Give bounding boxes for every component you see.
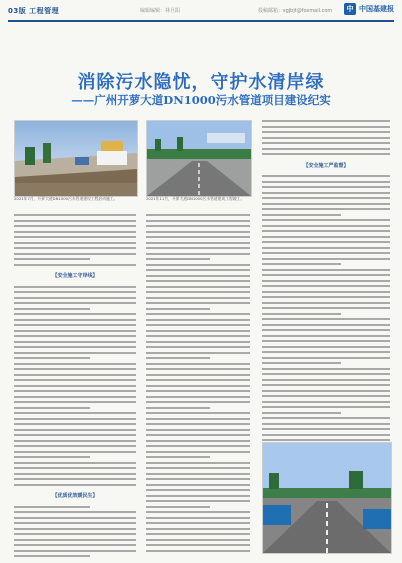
body-text-line	[146, 242, 250, 244]
body-text-line	[14, 506, 90, 508]
body-text-line	[262, 379, 390, 381]
body-text-line	[146, 335, 250, 337]
body-text-line	[14, 220, 136, 222]
body-text-line	[146, 544, 250, 546]
body-text-line	[262, 307, 390, 309]
body-text-line	[146, 330, 250, 332]
body-text-line	[262, 384, 390, 386]
body-text-line	[14, 291, 136, 293]
body-text-line	[146, 478, 250, 480]
body-text-line	[14, 247, 136, 249]
body-text-line	[262, 263, 341, 265]
body-text-line	[14, 440, 136, 442]
body-text-line	[262, 131, 390, 133]
body-text-line	[14, 258, 90, 260]
body-text-line	[146, 550, 250, 552]
body-text-line	[14, 517, 136, 519]
body-text-line	[146, 324, 250, 326]
body-text-line	[262, 296, 390, 298]
photo-after-caption: 2021年11月，开萝大道DN1000污水管道建成工程竣工。	[146, 196, 245, 201]
body-text-line	[262, 258, 390, 260]
body-text-line	[14, 555, 90, 557]
body-text-line	[146, 341, 250, 343]
body-text-line	[14, 330, 136, 332]
body-text-line	[146, 528, 250, 530]
body-text-line	[14, 418, 136, 420]
body-text-line	[14, 412, 136, 414]
body-text-line	[14, 308, 90, 310]
section-heading-supervision: 【安全施工严监督】	[303, 163, 349, 169]
body-text-line	[14, 297, 136, 299]
body-text-line	[146, 473, 250, 475]
body-text-line	[14, 286, 136, 288]
body-text-line	[262, 175, 390, 177]
body-text-line	[14, 368, 136, 370]
body-text-line	[14, 335, 136, 337]
body-text-line	[146, 423, 250, 425]
body-text-line	[146, 374, 250, 376]
body-text-line	[262, 395, 390, 397]
body-text-line	[146, 407, 210, 409]
pipeline-site-photo	[262, 442, 392, 554]
page-label: 03版 工程管理	[8, 7, 60, 15]
submission-email: 投稿邮箱：sgjbjt@foxmail.com	[258, 8, 333, 14]
body-text-line	[14, 225, 136, 227]
body-text-line	[262, 346, 390, 348]
body-text-line	[146, 500, 250, 502]
body-text-line	[262, 252, 390, 254]
body-text-line	[14, 528, 136, 530]
body-text-line	[262, 219, 390, 221]
body-text-line	[146, 368, 250, 370]
body-text-line	[262, 390, 390, 392]
body-text-line	[146, 247, 250, 249]
body-text-line	[146, 231, 250, 233]
body-text-line	[14, 484, 136, 486]
body-text-line	[146, 236, 250, 238]
body-text-line	[262, 439, 390, 441]
body-text-line	[14, 533, 136, 535]
body-text-line	[262, 142, 390, 144]
body-text-line	[146, 302, 250, 304]
body-text-line	[146, 418, 250, 420]
body-text-line	[262, 137, 390, 139]
body-text-line	[14, 231, 136, 233]
body-text-line	[262, 412, 341, 414]
body-text-line	[146, 489, 250, 491]
body-text-line	[146, 401, 250, 403]
body-text-line	[262, 428, 390, 430]
body-text-line	[146, 517, 250, 519]
body-text-line	[14, 429, 136, 431]
body-text-line	[146, 352, 250, 354]
body-text-line	[146, 385, 250, 387]
body-text-line	[146, 440, 250, 442]
article-subtitle: ——广州开萝大道DN1000污水管道项目建设纪实	[71, 93, 331, 107]
body-text-line	[146, 429, 250, 431]
body-text-line	[262, 153, 390, 155]
body-text-line	[14, 511, 136, 513]
body-text-line	[146, 533, 250, 535]
body-text-line	[262, 434, 390, 436]
body-text-line	[146, 412, 250, 414]
body-text-line	[14, 401, 136, 403]
body-text-line	[146, 291, 250, 293]
construction-photo-before	[14, 120, 138, 197]
body-text-line	[146, 280, 250, 282]
body-text-line	[14, 385, 136, 387]
body-text-line	[146, 269, 250, 271]
body-text-line	[262, 208, 390, 210]
body-text-line	[262, 340, 390, 342]
body-text-line	[262, 423, 390, 425]
body-text-line	[146, 539, 250, 541]
body-text-line	[14, 473, 136, 475]
body-text-line	[14, 214, 136, 216]
body-text-line	[262, 324, 390, 326]
body-text-line	[14, 434, 136, 436]
body-text-line	[262, 417, 390, 419]
body-text-line	[14, 253, 136, 255]
body-text-line	[146, 434, 250, 436]
body-text-line	[146, 275, 250, 277]
body-text-line	[14, 550, 136, 552]
body-text-line	[14, 407, 90, 409]
body-text-line	[146, 357, 210, 359]
body-text-line	[146, 253, 250, 255]
body-text-line	[262, 214, 341, 216]
body-text-line	[262, 357, 390, 359]
body-text-line	[146, 462, 250, 464]
body-text-line	[146, 319, 250, 321]
body-text-line	[14, 346, 136, 348]
body-text-line	[262, 318, 390, 320]
body-text-line	[262, 203, 390, 205]
body-text-line	[146, 225, 250, 227]
body-text-line	[146, 495, 250, 497]
body-text-line	[262, 247, 390, 249]
body-text-line	[14, 363, 136, 365]
body-text-line	[262, 181, 390, 183]
construction-photo-after	[146, 120, 252, 197]
body-text-line	[146, 506, 210, 508]
body-text-line	[262, 225, 390, 227]
body-text-line	[262, 230, 390, 232]
newspaper-logo	[344, 3, 394, 15]
body-text-line	[146, 484, 250, 486]
body-text-line	[262, 406, 390, 408]
section-heading-quality: 【优质优效暖民生】	[52, 493, 98, 499]
body-text-line	[14, 341, 136, 343]
photo-before-caption: 2021年7月，开萝大道DN1000污水管道建设工程启动施工。	[14, 196, 118, 201]
body-text-line	[262, 274, 390, 276]
body-text-line	[14, 423, 136, 425]
body-text-line	[262, 368, 390, 370]
body-text-line	[14, 522, 136, 524]
body-text-line	[262, 197, 390, 199]
body-text-line	[146, 456, 210, 458]
body-text-line	[262, 241, 390, 243]
body-text-line	[146, 297, 250, 299]
logo-text: 中国基建报	[359, 5, 394, 13]
body-text-line	[262, 269, 390, 271]
body-text-line	[262, 313, 341, 315]
body-text-line	[146, 451, 250, 453]
body-text-line	[262, 351, 390, 353]
body-text-line	[262, 335, 390, 337]
body-text-line	[262, 401, 390, 403]
body-text-line	[146, 214, 250, 216]
body-text-line	[146, 363, 250, 365]
body-text-line	[14, 456, 90, 458]
body-text-line	[146, 467, 250, 469]
body-text-line	[14, 357, 90, 359]
body-text-line	[14, 352, 136, 354]
editor-credit: 编辑编辑：林旦阳	[140, 8, 181, 14]
body-text-line	[262, 120, 390, 122]
body-text-line	[262, 291, 390, 293]
body-text-line	[262, 186, 390, 188]
body-text-line	[146, 264, 250, 266]
body-text-line	[14, 445, 136, 447]
body-text-line	[262, 373, 390, 375]
body-text-line	[14, 242, 136, 244]
header-rule	[8, 20, 394, 22]
body-text-line	[146, 396, 250, 398]
body-text-line	[262, 236, 390, 238]
body-text-line	[146, 258, 210, 260]
body-text-line	[146, 286, 250, 288]
body-text-line	[262, 329, 390, 331]
body-text-line	[262, 126, 390, 128]
body-text-line	[14, 478, 136, 480]
body-text-line	[262, 192, 390, 194]
body-text-line	[14, 451, 136, 453]
body-text-line	[14, 374, 136, 376]
page-header	[0, 0, 402, 22]
body-text-line	[262, 148, 390, 150]
body-text-line	[14, 390, 136, 392]
body-text-line	[14, 264, 136, 266]
body-text-line	[262, 302, 390, 304]
body-text-line	[14, 313, 136, 315]
body-text-line	[146, 313, 250, 315]
body-text-line	[14, 302, 136, 304]
body-text-line	[14, 539, 136, 541]
logo-mark-icon: 中	[344, 3, 356, 15]
body-text-line	[14, 319, 136, 321]
section-heading-safety: 【安全施工守岸线】	[52, 273, 98, 279]
body-text-line	[14, 544, 136, 546]
body-text-line	[146, 511, 250, 513]
body-text-line	[262, 285, 390, 287]
body-text-line	[14, 462, 136, 464]
body-text-line	[146, 379, 250, 381]
article-title: 消除污水隐忧，守护水清岸绿	[77, 72, 325, 93]
body-text-line	[262, 362, 341, 364]
body-text-line	[14, 236, 136, 238]
body-text-line	[146, 522, 250, 524]
body-text-line	[14, 396, 136, 398]
body-text-line	[146, 308, 210, 310]
body-text-line	[14, 467, 136, 469]
body-text-line	[146, 390, 250, 392]
body-text-line	[14, 379, 136, 381]
body-text-line	[146, 445, 250, 447]
body-text-line	[262, 280, 390, 282]
body-text-line	[14, 324, 136, 326]
body-text-line	[146, 220, 250, 222]
body-text-line	[146, 346, 250, 348]
